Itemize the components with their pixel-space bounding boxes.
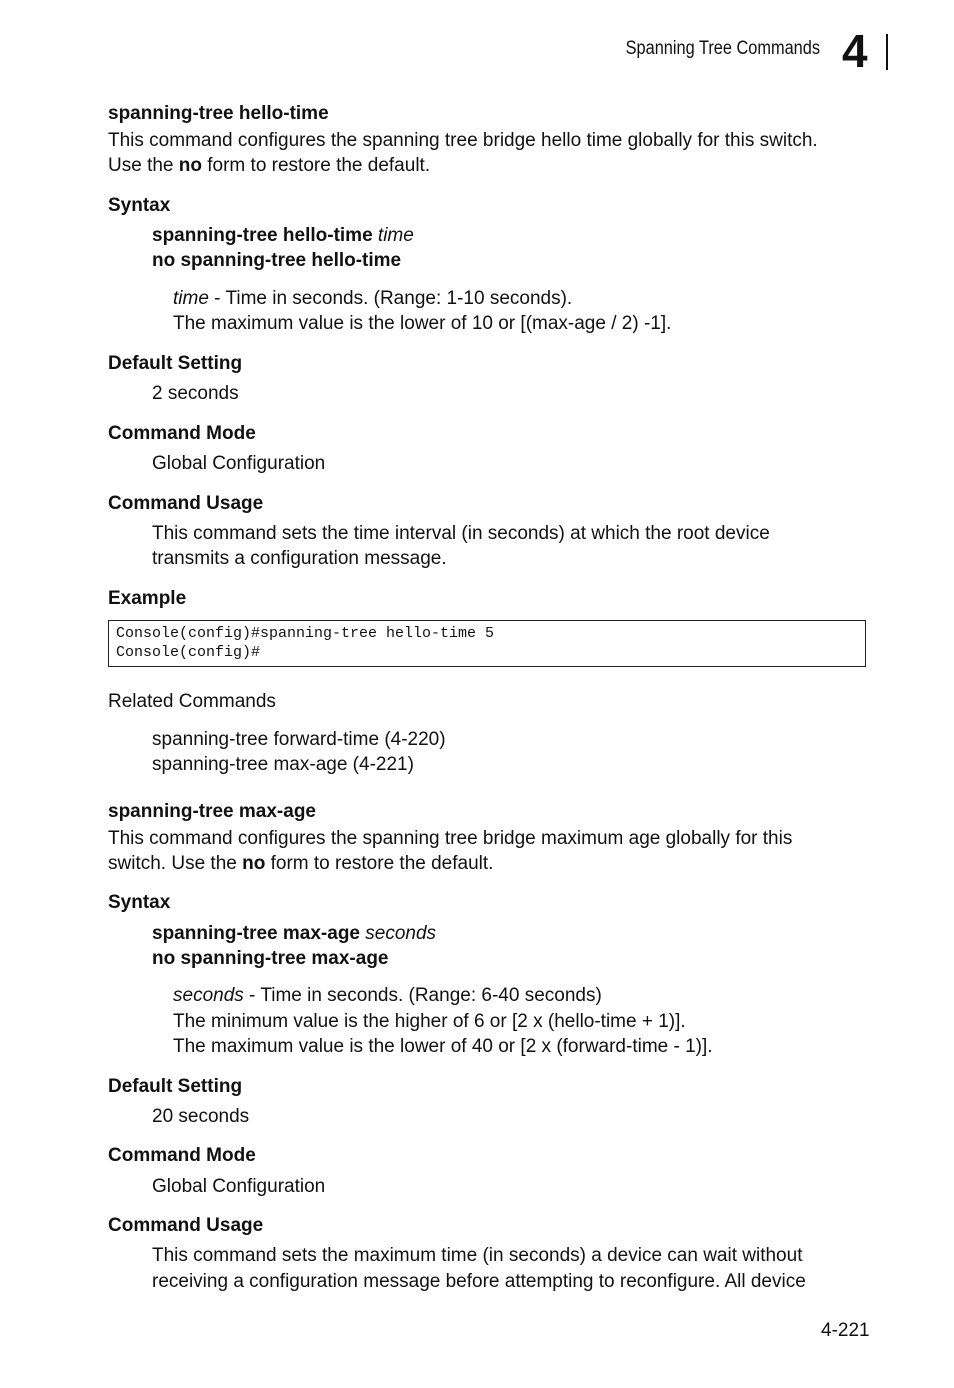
hello-default-heading: Default Setting [108, 353, 243, 374]
maxage-default-value: 20 seconds [152, 1106, 250, 1127]
hello-param-note: The maximum value is the lower of 10 or [(max-age / 2) -1]. [173, 313, 672, 334]
maxage-param-note-min: The minimum value is the higher of 6 or [2 x (hello-time + 1)]. [173, 1011, 686, 1032]
hello-param-desc [173, 288, 572, 310]
hello-usage-line1: This command sets the time interval (in seconds) at which the root device [152, 523, 770, 544]
hello-mode-value: Global Configuration [152, 453, 326, 474]
param-name: seconds [173, 985, 244, 1006]
related-command-max-age: spanning-tree max-age (4-221) [152, 754, 414, 775]
param-text: - Time in seconds. (Range: 1-10 seconds). [208, 288, 573, 309]
chapter-number: 4 [842, 25, 868, 77]
syntax-parameter: seconds [365, 923, 437, 944]
keyword-no: no [178, 155, 202, 176]
maxage-syntax-no-form: no spanning-tree max-age [152, 948, 389, 969]
maxage-usage-line2: receiving a configuration message before attempting to reconfigure. All device [152, 1271, 806, 1292]
code-line: Console(config)# [116, 644, 261, 661]
code-line: Console(config)#spanning-tree hello-time 5 [116, 625, 495, 642]
maxage-usage-line1: This command sets the maximum time (in seconds) a device can wait without [152, 1245, 803, 1266]
maxage-mode-heading: Command Mode [108, 1145, 256, 1166]
maxage-mode-value: Global Configuration [152, 1176, 326, 1197]
maxage-param-note-max: The maximum value is the lower of 40 or [2 x (forward-time - 1)]. [173, 1036, 713, 1057]
syntax-keyword: spanning-tree max-age [152, 923, 360, 944]
param-name: time [173, 288, 209, 309]
text-fragment: Use the [108, 155, 179, 176]
hello-syntax-no-form: no spanning-tree hello-time [152, 250, 402, 271]
hello-syntax-command [152, 225, 414, 247]
maxage-syntax-heading: Syntax [108, 892, 171, 913]
syntax-parameter: time [377, 225, 414, 246]
hello-syntax-heading: Syntax [108, 195, 171, 216]
command-title-hello-time: spanning-tree hello-time [108, 103, 329, 124]
hello-mode-heading: Command Mode [108, 423, 256, 444]
maxage-syntax-command [152, 923, 436, 945]
maxage-description-line2 [108, 853, 493, 875]
hello-usage-heading: Command Usage [108, 493, 264, 514]
maxage-usage-heading: Command Usage [108, 1215, 264, 1236]
maxage-param-desc [173, 985, 602, 1007]
maxage-default-heading: Default Setting [108, 1076, 243, 1097]
command-title-max-age: spanning-tree max-age [108, 801, 316, 822]
hello-example-heading: Example [108, 588, 187, 609]
param-text: - Time in seconds. (Range: 6-40 seconds) [243, 985, 602, 1006]
keyword-no: no [242, 853, 266, 874]
text-fragment: form to restore the default. [201, 155, 431, 176]
chapter-divider [886, 34, 888, 70]
hello-usage-line2: transmits a configuration message. [152, 548, 447, 569]
code-example-box [108, 620, 866, 667]
related-commands-heading: Related Commands [108, 691, 276, 712]
related-command-forward-time: spanning-tree forward-time (4-220) [152, 729, 446, 750]
maxage-description-line1: This command configures the spanning tree bridge maximum age globally for this [108, 828, 793, 849]
hello-description-line2 [108, 155, 430, 177]
text-fragment: switch. Use the [108, 853, 243, 874]
syntax-keyword: spanning-tree hello-time [152, 225, 373, 246]
running-head: Spanning Tree Commands [625, 38, 820, 59]
hello-default-value: 2 seconds [152, 383, 239, 404]
page-number: 4-221 [821, 1320, 870, 1341]
hello-description-line1: This command configures the spanning tree bridge hello time globally for this switch. [108, 130, 818, 151]
text-fragment: form to restore the default. [265, 853, 494, 874]
